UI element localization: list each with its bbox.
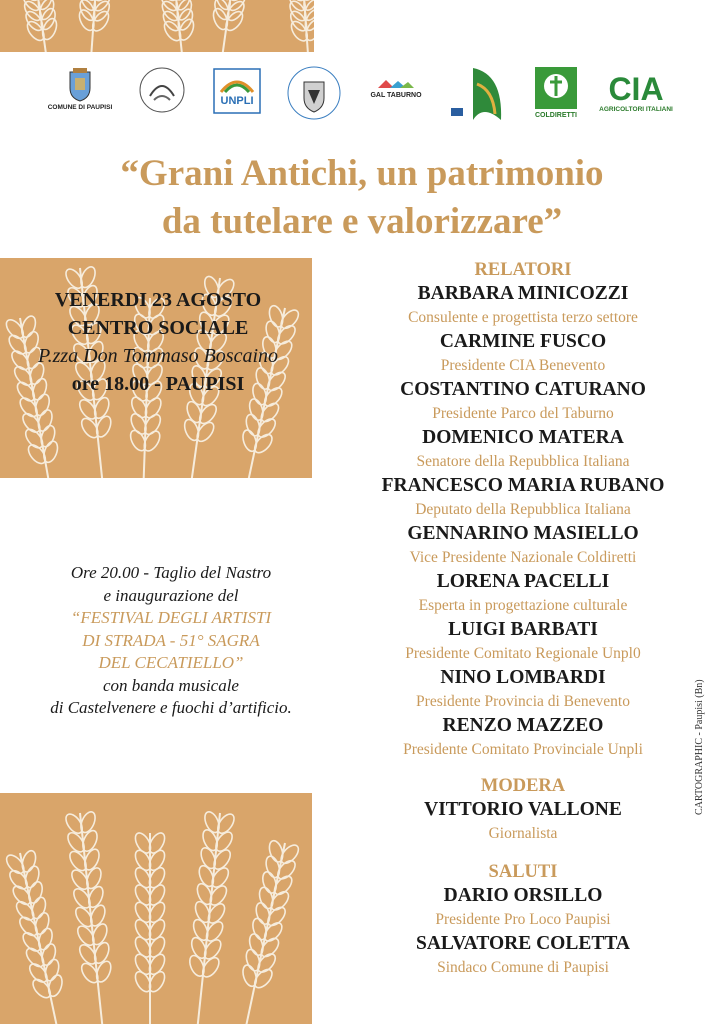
speaker-name: CARMINE FUSCO bbox=[439, 331, 607, 352]
speaker-role: Presidente Comitato Provinciale Unpli bbox=[403, 741, 643, 758]
speaker-name: BARBARA MINICOZZI bbox=[417, 283, 629, 304]
festival-name-line: DEL CECATIELLO” bbox=[98, 653, 244, 672]
speaker-role: Presidente Parco del Taburno bbox=[432, 405, 614, 422]
parco-taburno-logo bbox=[442, 64, 508, 124]
modera-heading: MODERA bbox=[480, 776, 566, 796]
speaker-role: Presidente Pro Loco Paupisi bbox=[435, 911, 611, 928]
unpli-logo bbox=[212, 68, 262, 114]
speaker-name: NINO LOMBARDI bbox=[440, 667, 606, 688]
speaker-name: COSTANTINO CATURANO bbox=[400, 379, 646, 400]
festival-name-line: DI STRADA - 51° SAGRA bbox=[82, 630, 260, 650]
comune-paupisi-logo: COMUNE DI PAUPISI bbox=[52, 68, 108, 111]
moderator-role: Giornalista bbox=[488, 825, 558, 842]
evening-line: e inaugurazione del bbox=[103, 585, 239, 605]
event-time-place: ore 18.00 - PAUPISI bbox=[71, 373, 245, 395]
speaker-name: GENNARINO MASIELLO bbox=[407, 523, 639, 544]
speaker-name: SALVATORE COLETTA bbox=[415, 933, 631, 954]
event-venue: CENTRO SOCIALE bbox=[67, 317, 249, 339]
speaker-role: Consulente e progettista terzo settore bbox=[408, 309, 638, 326]
evening-line: con banda musicale bbox=[103, 675, 239, 695]
speaker-name: RENZO MAZZEO bbox=[442, 715, 604, 736]
svg-text:UNPLI: UNPLI bbox=[220, 95, 254, 107]
speaker-role: Deputato della Repubblica Italiana bbox=[415, 501, 631, 518]
provincia-benevento-logo bbox=[284, 64, 344, 122]
coldiretti-logo: COLDIRETTI bbox=[530, 66, 582, 119]
event-address: P.zza Don Tommaso Boscaino bbox=[37, 345, 279, 367]
cia-logo: CIA AGRICOLTORI ITALIANI bbox=[599, 71, 673, 113]
evening-line: di Castelvenere e fuochi d’artificio. bbox=[50, 698, 292, 717]
saluti-heading: SALUTI bbox=[488, 862, 558, 882]
speaker-role: Presidente Comitato Regionale Unpl0 bbox=[405, 645, 641, 662]
relatori-list bbox=[362, 282, 684, 762]
speaker-role: Vice Presidente Nazionale Coldiretti bbox=[409, 549, 637, 566]
wheat-icon bbox=[0, 793, 312, 1024]
speaker-role: Senatore della Repubblica Italiana bbox=[416, 453, 630, 470]
sponsor-logos bbox=[40, 62, 680, 132]
printer-credit: CARTOGRAPHIC - Paupisi (Bn) bbox=[694, 679, 705, 815]
title-line-2: da tutelare e valorizzare” bbox=[161, 201, 563, 242]
wheat-panel-top bbox=[0, 0, 314, 52]
speaker-name: DARIO ORSILLO bbox=[443, 885, 603, 906]
evening-line: Ore 20.00 - Taglio del Nastro bbox=[70, 563, 272, 582]
moderator-name: VITTORIO VALLONE bbox=[424, 799, 622, 820]
saluti-list bbox=[362, 884, 684, 980]
svg-text:CIA: CIA bbox=[608, 71, 664, 104]
speaker-name: FRANCESCO MARIA RUBANO bbox=[381, 475, 665, 496]
speaker-name: LUIGI BARBATI bbox=[448, 619, 598, 640]
event-title bbox=[0, 150, 724, 246]
title-line-1: “Grani Antichi, un patrimonio bbox=[120, 153, 604, 194]
wheat-panel-bottom bbox=[0, 793, 312, 1024]
evening-program bbox=[0, 562, 342, 720]
gal-taburno-logo: GAL TABURNO bbox=[366, 78, 426, 99]
speaker-name: LORENA PACELLI bbox=[436, 571, 610, 592]
speaker-role: Presidente Provincia di Benevento bbox=[416, 693, 630, 710]
pro-loco-paupisi-logo bbox=[133, 66, 191, 114]
speaker-role: Presidente CIA Benevento bbox=[440, 357, 606, 374]
event-date: VENERDI 23 AGOSTO bbox=[54, 289, 262, 311]
wheat-icon bbox=[0, 0, 314, 52]
festival-name-line: “FESTIVAL DEGLI ARTISTI bbox=[70, 608, 272, 627]
speaker-role: Sindaco Comune di Paupisi bbox=[437, 959, 609, 976]
speakers-column bbox=[362, 258, 684, 980]
event-info bbox=[0, 286, 316, 398]
speaker-name: DOMENICO MATERA bbox=[422, 427, 624, 448]
relatori-heading: RELATORI bbox=[474, 260, 572, 280]
speaker-role: Esperta in progettazione culturale bbox=[418, 597, 628, 614]
